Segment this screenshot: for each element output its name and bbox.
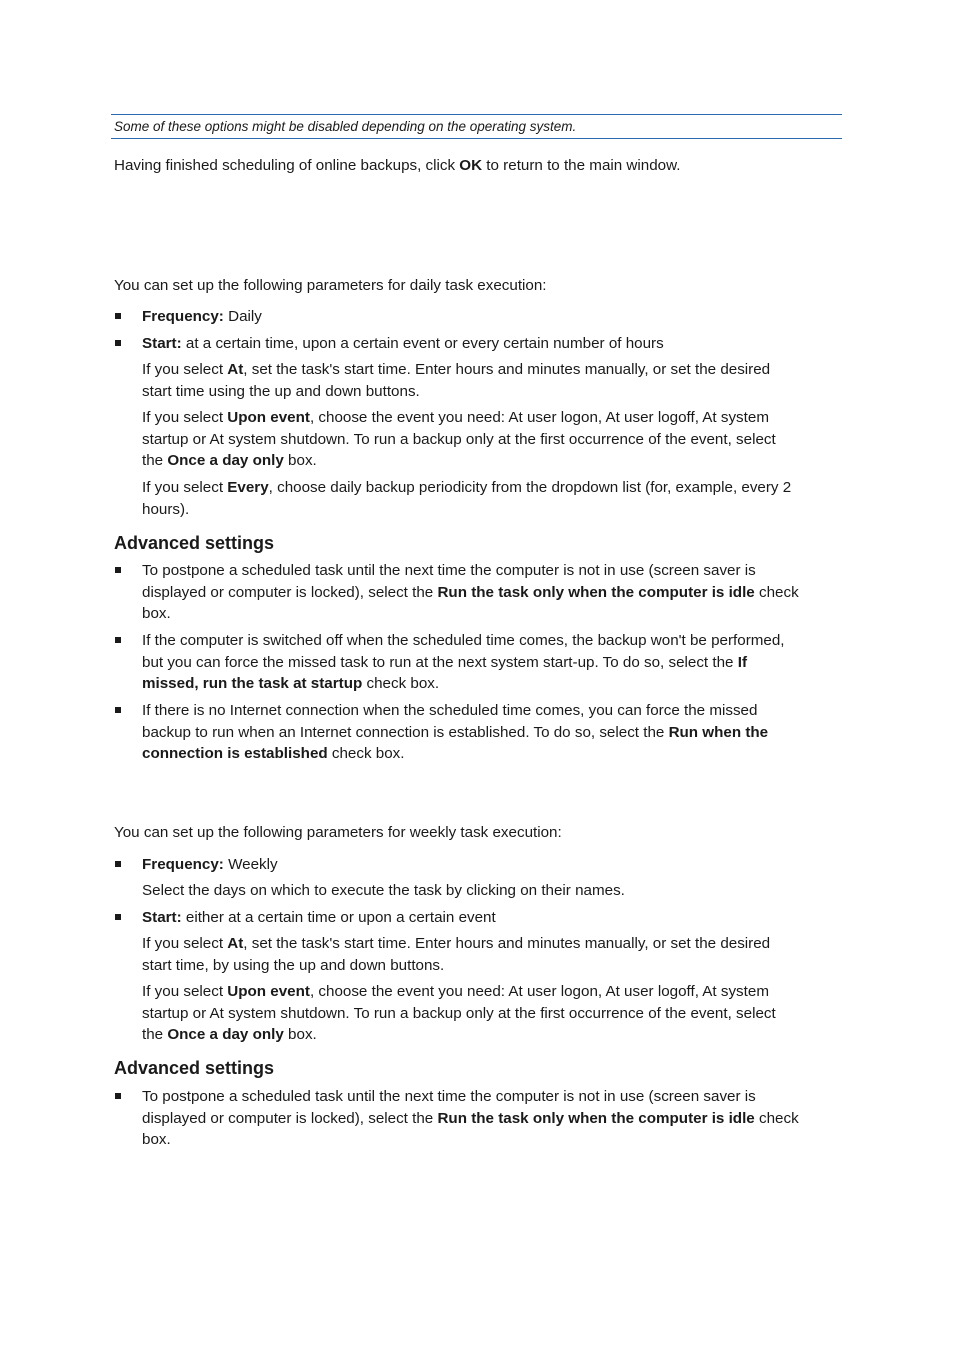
daily-upon-paragraph: If you select Upon event, choose the event you need: At user logon, At user logoff, At system startup or At system shutdown. To run a backup only at the first occurrence of the event, select the Once a day only box. — [142, 409, 776, 469]
idle-paragraph: To postpone a scheduled task until the next time the computer is not in use (screen saver is displayed or computer is locked), select the Run the task only when the computer is idle check box. — [142, 562, 799, 622]
daily-every-paragraph: If you select Every, choose daily backup periodicity from the dropdown list (for, example, every 2 hours). — [142, 479, 792, 518]
daily-at-paragraph: If you select At, set the task's start time. Enter hours and minutes manually, or set the desired start time using the up and down buttons. — [142, 361, 771, 400]
bullet-icon — [115, 707, 121, 713]
bullet-icon — [115, 914, 121, 920]
os-note-text: Some of these options might be disabled depending on the operating system. — [114, 119, 577, 134]
finish-paragraph — [114, 155, 680, 177]
weekly-intro: You can set up the following parameters for weekly task execution: — [114, 824, 562, 841]
bullet-icon — [115, 567, 121, 573]
ok-term: OK — [459, 157, 483, 174]
weekly-upon-paragraph: If you select Upon event, choose the event you need: At user logon, At user logoff, At system startup or At system shutdown. To run a backup only at the first occurrence of the event, select the Once a day only box. — [142, 983, 776, 1043]
frequency-label: Frequency: — [142, 856, 224, 873]
advanced-settings-heading: Advanced settings — [114, 533, 275, 553]
daily-intro: You can set up the following parameters for daily task execution: — [114, 277, 547, 294]
advanced-settings-heading: Advanced settings — [114, 1058, 275, 1078]
weekly-frequency — [142, 854, 842, 876]
weekly-idle-paragraph: To postpone a scheduled task until the next time the computer is not in use (screen saver is displayed or computer is locked), select the Run the task only when the computer is idle check box. — [142, 1088, 799, 1148]
start-value: at a certain time, upon a certain event or every certain number of hours — [181, 335, 664, 352]
os-note-box — [111, 114, 842, 139]
daily-start — [142, 333, 842, 355]
bullet-icon — [115, 861, 121, 867]
bullet-icon — [115, 637, 121, 643]
daily-frequency — [142, 306, 842, 328]
frequency-value: Weekly — [223, 856, 278, 873]
finish-text: Having finished scheduling of online backups, click — [114, 157, 460, 174]
missed-paragraph: If the computer is switched off when the scheduled time comes, the backup won't be performed, but you can force the missed task to run at the next system start-up. To do so, select the If missed, run the task at startup check box. — [142, 632, 785, 692]
start-label: Start: — [142, 909, 182, 926]
start-value: either at a certain time or upon a certain event — [181, 909, 496, 926]
internet-paragraph: If there is no Internet connection when the scheduled time comes, you can force the missed backup to run when an Internet connection is established. To do so, select the Run when the connection is established check box. — [142, 702, 769, 762]
bullet-icon — [115, 340, 121, 346]
weekly-days-paragraph: Select the days on which to execute the task by clicking on their names. — [142, 882, 625, 899]
frequency-value: Daily — [223, 308, 262, 325]
start-label: Start: — [142, 335, 182, 352]
frequency-label: Frequency: — [142, 308, 224, 325]
weekly-at-paragraph: If you select At, set the task's start time. Enter hours and minutes manually, or set the desired start time, by using the up and down buttons. — [142, 935, 771, 974]
weekly-start — [142, 907, 842, 929]
bullet-icon — [115, 313, 121, 319]
finish-text-end: to return to the main window. — [482, 157, 681, 174]
bullet-icon — [115, 1093, 121, 1099]
